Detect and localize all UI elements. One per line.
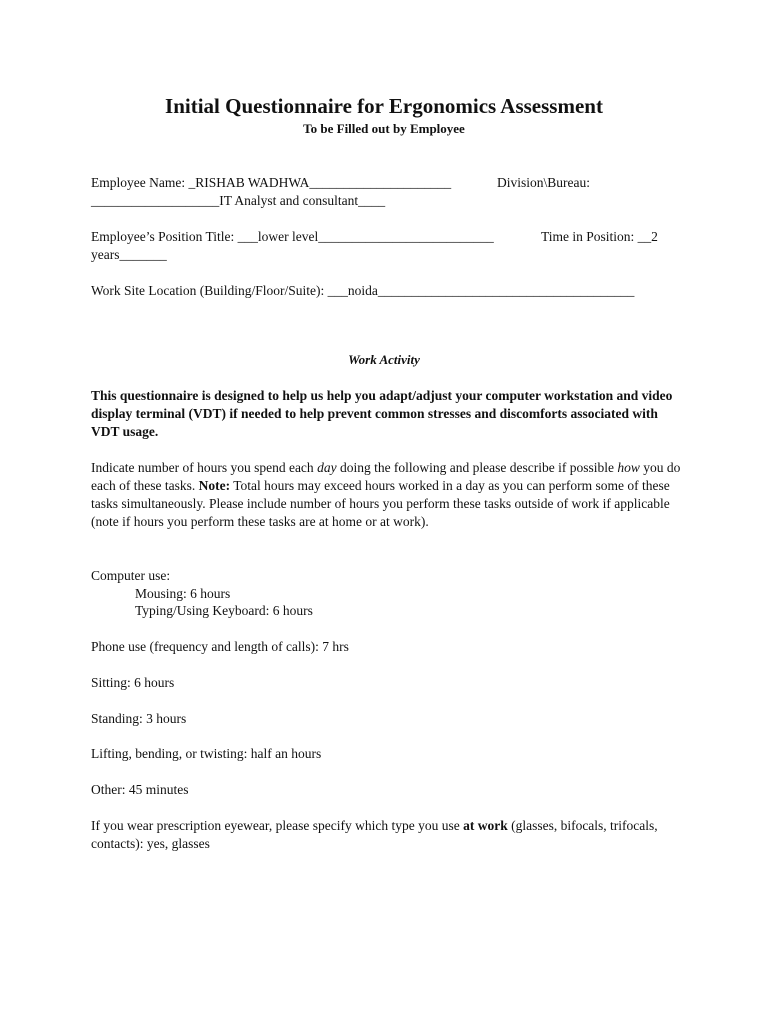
employee-name-row	[91, 174, 451, 192]
employee-name-label: Employee Name:	[91, 175, 186, 190]
division-value-row	[91, 192, 385, 210]
position-title-field[interactable]: ___lower level__________________________	[237, 229, 494, 244]
work-activity-heading: Work Activity	[348, 352, 420, 367]
time-in-position-cont-row	[91, 246, 167, 264]
time-in-position-row	[541, 228, 658, 246]
page-subtitle: To be Filled out by Employee	[303, 121, 465, 136]
time-in-position-field[interactable]: __2	[637, 229, 658, 244]
division-label-row	[497, 174, 590, 192]
sitting-answer: Sitting: 6 hours	[91, 675, 175, 690]
instructions-paragraph: Indicate number of hours you spend each day doing the following and please describe if possible how you do each of these tasks. Note: Total hours may exceed hours worked in a day as you can perform some of these tasks simultaneously. Please include number of hours you perform these tasks outside of work if applicable (note if hours you perform these tasks are at home or at work).	[91, 460, 681, 529]
note-label: Note:	[198, 478, 231, 493]
day-emphasis: day	[317, 460, 337, 475]
computer-use-label: Computer use:	[91, 568, 171, 583]
phone-use-answer: Phone use (frequency and length of calls): 7 hrs	[91, 639, 349, 654]
time-in-position-field-cont[interactable]: years_______	[91, 247, 167, 262]
work-site-row	[91, 282, 634, 300]
at-work-emphasis: at work	[463, 818, 508, 833]
lifting-answer: Lifting, bending, or twisting: half an hours	[91, 746, 322, 761]
employee-name-field[interactable]: _RISHAB WADHWA_____________________	[188, 175, 452, 190]
work-site-field[interactable]: ___noida______________________________________	[327, 283, 635, 298]
page-title: Initial Questionnaire for Ergonomics Assessment	[165, 94, 603, 118]
intro-paragraph: This questionnaire is designed to help us help you adapt/adjust your computer workstation and video display terminal (VDT) if needed to help prevent common stresses and discomforts associated with VDT usage.	[91, 388, 673, 439]
time-in-position-label: Time in Position:	[541, 229, 635, 244]
eyewear-answer: If you wear prescription eyewear, please specify which type you use at work (glasses, bifocals, trifocals, contacts): yes, glasses	[91, 818, 658, 851]
position-title-row	[91, 228, 494, 246]
division-field[interactable]: ___________________IT Analyst and consultant____	[91, 193, 386, 208]
other-answer: Other: 45 minutes	[91, 782, 189, 797]
mousing-answer: Mousing: 6 hours	[135, 586, 231, 601]
position-title-label: Employee’s Position Title:	[91, 229, 235, 244]
typing-answer: Typing/Using Keyboard: 6 hours	[135, 603, 313, 618]
work-site-label: Work Site Location (Building/Floor/Suite):	[91, 283, 325, 298]
standing-answer: Standing: 3 hours	[91, 711, 187, 726]
division-label: Division\Bureau:	[497, 175, 590, 190]
how-emphasis: how	[617, 460, 640, 475]
